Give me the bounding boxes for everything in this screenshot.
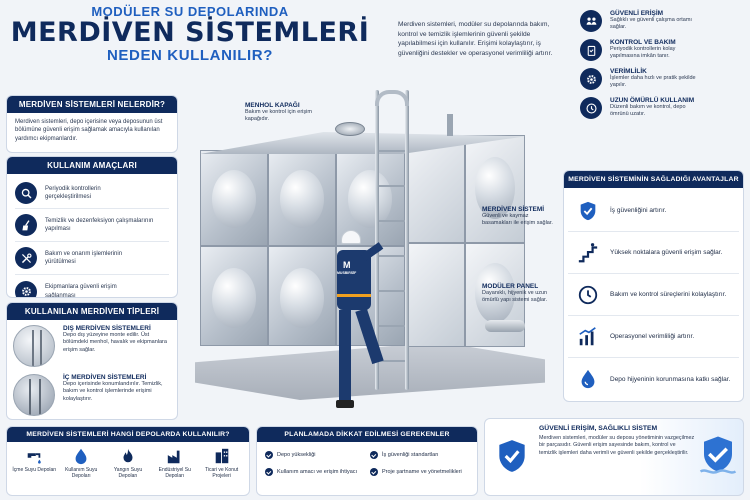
- tank-type-item: Kullanım Suyu Depoları: [59, 447, 103, 480]
- tank-type-item: Ticari ve Konut Projeleri: [200, 447, 244, 480]
- gear-icon: [15, 281, 37, 299]
- what-is-title: MERDİVEN SİSTEMLERİ NELERDİR?: [7, 96, 177, 113]
- benefit-item: Operasyonel verimliliği artırır.: [568, 316, 739, 358]
- check-icon: [265, 451, 273, 459]
- check-icon: [370, 468, 378, 476]
- clock-icon: [580, 97, 602, 119]
- manhole-cover: [335, 122, 365, 136]
- clock-icon: [576, 283, 600, 307]
- benefit-item: Bakım ve kontrol süreçlerini kolaylaştırır.: [568, 274, 739, 316]
- intro-text: Merdiven sistemleri, modüler su depolarında bakım, kontrol ve temizlik işlemlerinin güvenli şekilde yapılabilmesi için kullanılır. Erişimi kolaylaştırır, iş güvenliğini destekler ve operasyonel verimliliği artırır.: [398, 21, 553, 57]
- worker-figure: [333, 230, 383, 420]
- tanks-panel: [6, 426, 250, 496]
- factory-icon: [166, 447, 184, 465]
- interior-ladder-image: [13, 374, 55, 416]
- planning-panel: [256, 426, 478, 496]
- title-line-3: NEDEN KULLANILIR?: [106, 47, 274, 65]
- exterior-ladder-image: [13, 325, 55, 367]
- types-panel: [6, 302, 178, 420]
- faucet-icon: [25, 447, 43, 465]
- benefits-title: MERDİVEN SİSTEMİNİN SAĞLADIĞI AVANTAJLAR: [564, 171, 743, 188]
- usage-panel: [6, 156, 178, 298]
- feature-long-life: UZUN ÖMÜRLÜ KULLANIM Düzenli bakım ve kontrol, depo ömrünü uzatır.: [580, 97, 745, 119]
- type-item-exterior: DIŞ MERDİVEN SİSTEMLERİ Depo dış yüzeyine monte edilir. Üst bölümdeki menhol, havalık ve ekipmanlara erişim sağlar.: [7, 320, 177, 372]
- usage-item: Temizlik ve dezenfeksiyon çalışmalarının yapılması: [15, 209, 169, 242]
- shield-check-icon: [493, 437, 531, 480]
- gear-icon: [580, 68, 602, 90]
- type-item-interior: İÇ MERDİVEN SİSTEMLERİ Depo içerisinde konumlandırılır. Temizlik, bakım ve kontrol işlemlerinde erişimi kolaylaştırır.: [7, 372, 177, 418]
- water-drop-icon: [576, 367, 600, 391]
- usage-item: Bakım ve onarım işlemlerinin yürütülmesi: [15, 242, 169, 275]
- feature-efficiency: VERİMLİLİK İşlemler daha hızlı ve pratik şekilde yapılır.: [580, 68, 745, 90]
- planning-item: Depo yüksekliği: [265, 451, 364, 459]
- what-is-text: Merdiven sistemleri, depo içerisine veya deposunun üst bölümüne güvenli erişim sağlamak amacıyla kullanılan yardımcı ekipmanlardır.: [15, 119, 163, 142]
- types-title: KULLANILAN MERDİVEN TİPLERİ: [7, 303, 177, 320]
- callout-panel: MODÜLER PANEL Dayanıklı, hijyenik ve uzun ömürlü yapı sistemi sağlar.: [482, 283, 548, 304]
- worker-logo-icon: M: [343, 260, 351, 270]
- tank-type-item: Endüstriyel Su Depoları: [153, 447, 197, 480]
- planning-item: Kullanım amacı ve erişim ihtiyacı: [265, 468, 364, 476]
- usage-item: Ekipmanlara güvenli erişim sağlanması: [15, 275, 169, 298]
- callout-ladder: MERDİVEN SİSTEMİ Güvenli ve kaymaz basamakları ile erişim sağlar.: [482, 206, 553, 227]
- planning-title: PLANLAMADA DİKKAT EDİLMESİ GEREKENLER: [257, 427, 477, 442]
- tank-illustration: [185, 80, 555, 420]
- stairs-icon: [576, 241, 600, 265]
- check-icon: [265, 468, 273, 476]
- title-line-1: MODÜLER SU DEPOLARINDA: [91, 4, 289, 19]
- tank-type-item: Yangın Suyu Depoları: [106, 447, 150, 480]
- water-drop-icon: [72, 447, 90, 465]
- feature-control-maintenance: KONTROL VE BAKIM Periyodik kontrollerin kolay yapılmasına imkân tanır.: [580, 39, 745, 61]
- title-line-2: MERDİVEN SİSTEMLERİ: [10, 17, 370, 48]
- safe-system-panel: [484, 418, 744, 496]
- tools-icon: [15, 247, 37, 269]
- page-header: [0, 4, 380, 64]
- top-features: [580, 10, 745, 119]
- benefits-panel: [563, 170, 744, 402]
- tank-type-item: İçme Suyu Depoları: [12, 447, 56, 480]
- benefit-item: Depo hijyeninin korunmasına katkı sağlar.: [568, 358, 739, 400]
- water-shield-icon: [697, 431, 739, 482]
- tanks-title: MERDİVEN SİSTEMLERİ HANGİ DEPOLARDA KULLANILIR?: [7, 427, 249, 442]
- people-shield-icon: [580, 10, 602, 32]
- clipboard-check-icon: [580, 39, 602, 61]
- tank-right-face: [405, 135, 525, 350]
- fire-icon: [119, 447, 137, 465]
- growth-chart-icon: [576, 325, 600, 349]
- broom-icon: [15, 214, 37, 236]
- benefit-item: Yüksek noktalara güvenli erişim sağlar.: [568, 232, 739, 274]
- check-icon: [370, 451, 378, 459]
- feature-safe-access: GÜVENLİ ERİŞİM Sağlıklı ve güvenli çalışma ortamı sağlar.: [580, 10, 745, 32]
- safe-system-text: Merdiven sistemleri, modüler su deposu yönetiminin vazgeçilmez bir parçasıdır. Güvenli erişim sayesinde bakım, kontrol ve temizlik işlemleri daha verimli ve güvenli şekilde gerçekleştirilir.: [539, 435, 695, 456]
- callout-manhole: MENHOL KAPAĞI Bakım ve kontrol için erişim kapağıdır.: [245, 102, 312, 123]
- planning-item: İş güvenliği standartları: [370, 451, 469, 459]
- usage-item: Periyodik kontrollerin gerçekleştirilmesi: [15, 178, 169, 209]
- benefit-item: İş güvenliğini artırır.: [568, 190, 739, 232]
- vent-pipe: [447, 114, 453, 136]
- what-is-panel: [6, 95, 178, 153]
- shield-check-icon: [576, 199, 600, 223]
- outlet-pipe: [485, 320, 525, 332]
- planning-item: Proje şartname ve yönetmelikleri: [370, 468, 469, 476]
- buildings-icon: [213, 447, 231, 465]
- magnifier-icon: [15, 182, 37, 204]
- usage-title: KULLANIM AMAÇLARI: [7, 157, 177, 174]
- safe-system-title: GÜVENLİ ERİŞİM, SAĞLIKLI SİSTEM: [539, 425, 658, 432]
- worker-logo-text: MUSBIRSİF: [337, 271, 357, 275]
